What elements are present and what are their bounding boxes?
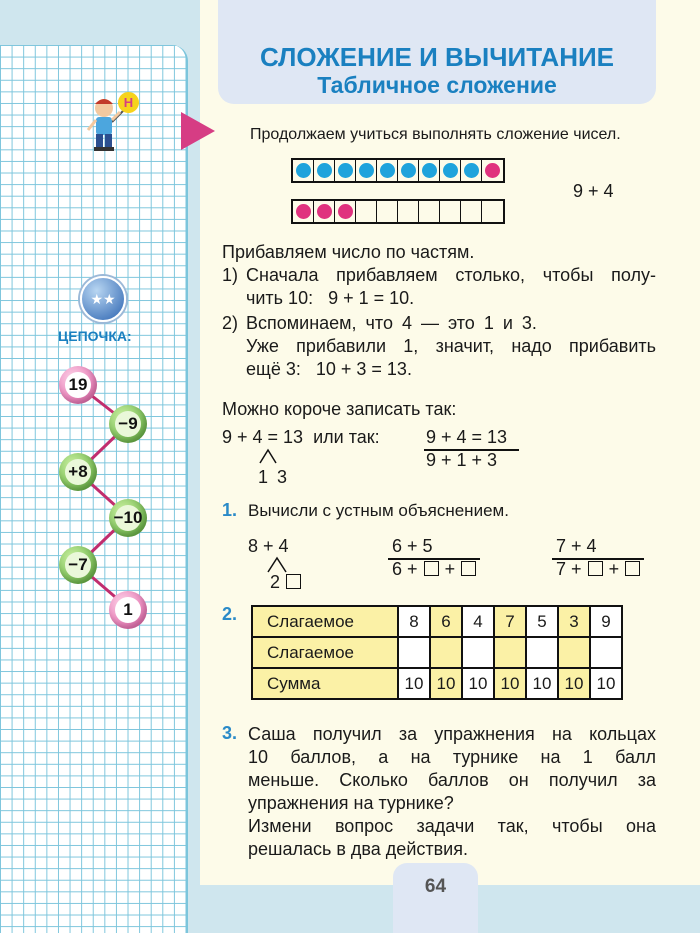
addition-table [251,605,623,700]
step-number: 1) [222,265,239,285]
chain-ball-start: 19 [59,366,97,404]
counting-strip-bottom [291,199,505,224]
chain-ball-op: +8 [59,453,97,491]
chain-ball-end: 1 [109,591,147,629]
strip-cell [356,160,377,181]
chain-ball-op: −10 [109,499,147,537]
table-cell: 10 [526,668,558,699]
counter-dot-icon [317,163,332,178]
split-parts: 1 3 [258,467,290,487]
intro-text: Продолжаем учиться выполнять сложение чисел. [250,126,621,143]
row-label: Слагаемое [252,606,398,637]
table-cell: 10 [430,668,462,699]
chain-title: ЦЕПОЧКА: [58,328,132,344]
counter-dot-icon [422,163,437,178]
task3-line: упражнения на турнике? [248,793,454,813]
split-mark-icon [258,448,278,464]
strip-cell [377,160,398,181]
table-cell: 10 [462,668,494,699]
answer-box[interactable] [424,561,439,576]
task3-line: 10 баллов, а на турнике на 1 балл [248,747,656,767]
chain-ball-op: −7 [59,546,97,584]
table-row [252,606,622,637]
task-number: 3. [222,723,238,743]
counter-dot-icon [380,163,395,178]
short-frac-top: 9 + 4 = 13 [426,427,508,447]
strip-cell [419,201,440,222]
task1-ex2-top: 6 + 5 [392,536,433,556]
short-heading: Можно короче записать так: [222,399,457,419]
level-badge: Н [118,92,139,113]
table-cell: 8 [398,606,430,637]
table-cell: 10 [494,668,526,699]
table-cell: 5 [526,606,558,637]
row-label: Сумма [252,668,398,699]
counter-dot-icon [359,163,374,178]
short-equation: 9 + 4 = 13 или так: [222,427,380,447]
counter-dot-icon [296,163,311,178]
short-frac-bottom: 9 + 1 + 3 [426,450,498,470]
table-cell: 3 [558,606,590,637]
page-title: СЛОЖЕНИЕ И ВЫЧИТАНИЕ [259,42,615,72]
task3-line: Измени вопрос задачи так, чтобы она [248,816,656,836]
strip-cell [356,201,377,222]
strip-cell [398,160,419,181]
strip-cell [293,160,314,181]
strip-cell [377,201,398,222]
answer-box[interactable] [625,561,640,576]
answer-cell[interactable] [526,637,558,668]
answer-cell[interactable] [462,637,494,668]
strip-cell [335,201,356,222]
strip-cell [482,160,503,181]
row-label: Слагаемое [252,637,398,668]
task1-ex3-bottom: 7 + + [556,558,641,580]
table-cell: 10 [558,668,590,699]
strip-cell [440,201,461,222]
answer-cell[interactable] [558,637,590,668]
task-number: 1. [222,500,238,520]
counter-dot-icon [443,163,458,178]
strip-cell [314,201,335,222]
table-row [252,668,622,699]
answer-cell[interactable] [430,637,462,668]
strip-cell [335,160,356,181]
page-number-tab [393,863,478,933]
pointer-triangle-icon [181,112,215,150]
task3-line: меньше. Сколько баллов он получил за [248,770,656,790]
answer-cell[interactable] [398,637,430,668]
counter-dot-icon [296,204,311,219]
page-subtitle: Табличное сложение [317,72,557,98]
counter-dot-icon [401,163,416,178]
task1-ex1: 8 + 4 [248,536,289,556]
counter-dot-icon [464,163,479,178]
answer-cell[interactable] [590,637,622,668]
step1-line2: чить 10: 9 + 1 = 10. [246,288,415,308]
table-cell: 7 [494,606,526,637]
page-number: 64 [424,876,447,897]
step-number: 2) [222,313,239,333]
strip-cell [440,160,461,181]
table-cell: 10 [398,668,430,699]
counting-expression: 9 + 4 [573,181,614,201]
table-cell: 4 [462,606,494,637]
table-row [252,637,622,668]
counter-dot-icon [317,204,332,219]
task3-line: Саша получил за упражнения на кольцах [248,724,656,744]
task1-ex2-bottom: 6 + + [392,558,477,580]
step2-line3: ещё 3: 10 + 3 = 13. [246,359,412,379]
table-cell: 10 [590,668,622,699]
counter-dot-icon [338,163,353,178]
step2-line2: Уже прибавили 1, значит, надо прибавить [246,336,656,356]
answer-cell[interactable] [494,637,526,668]
strip-cell [293,201,314,222]
chain-ball-op: −9 [109,405,147,443]
strip-cell [419,160,440,181]
counting-strip-top [291,158,505,183]
strip-cell [461,201,482,222]
step2-line1: Вспоминаем, что 4 — это 1 и 3. [246,313,537,333]
answer-box[interactable] [588,561,603,576]
table-cell: 9 [590,606,622,637]
stars-icon: ★★ [80,276,126,322]
strip-cell [314,160,335,181]
strip-cell [398,201,419,222]
answer-box[interactable] [461,561,476,576]
task-number: 2. [222,604,238,624]
counter-dot-icon [338,204,353,219]
task1-ex3-top: 7 + 4 [556,536,597,556]
task3-line: решалась в два действия. [248,839,468,859]
strip-cell [461,160,482,181]
task1-ex1-split: 2 [270,571,302,593]
table-cell: 6 [430,606,462,637]
answer-box[interactable] [286,574,301,589]
step1-line1: Сначала прибавляем столько, чтобы полу- [246,265,656,285]
counter-dot-icon [485,163,500,178]
task1-text: Вычисли с устным объяснением. [248,501,509,520]
method-heading: Прибавляем число по частям. [222,242,475,262]
strip-cell [482,201,503,222]
